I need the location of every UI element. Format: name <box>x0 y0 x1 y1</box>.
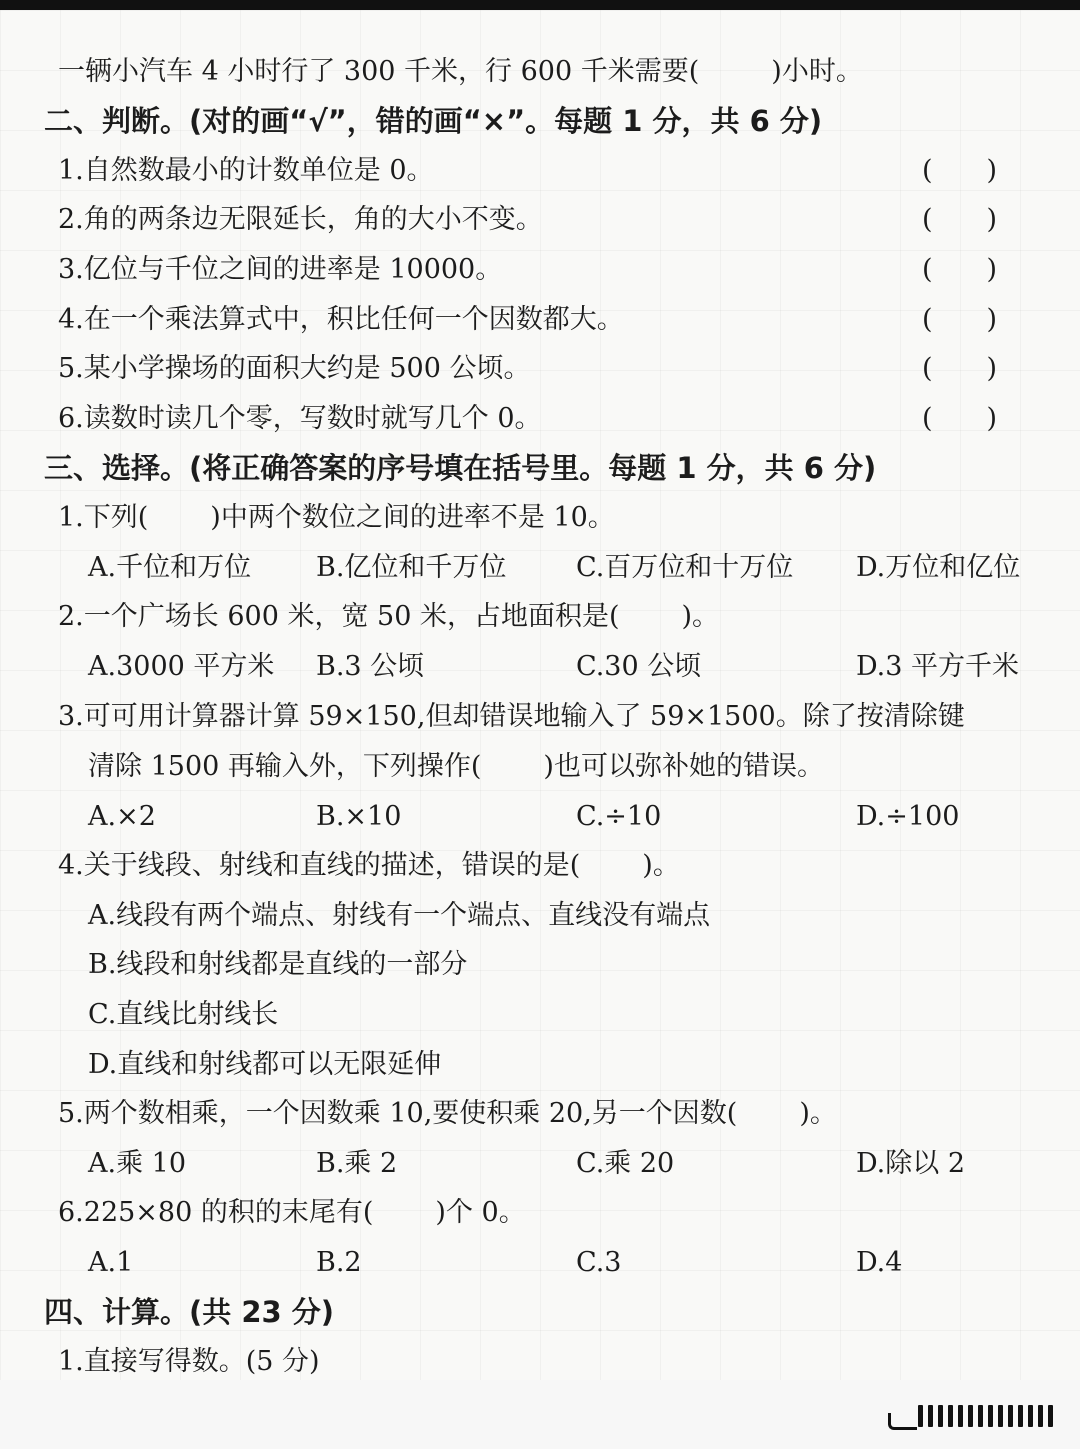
question-text-end: )。 <box>642 850 680 881</box>
option-d: D.除以 2 <box>856 1148 966 1179</box>
question-text-end: )小时。 <box>771 56 863 87</box>
answer-paren: ( ) <box>922 254 998 285</box>
option-a: A.×2 <box>88 801 156 832</box>
option-c: C.3 <box>576 1247 622 1278</box>
option-c: C.直线比射线长 <box>88 999 279 1030</box>
option-b: B.2 <box>316 1247 362 1278</box>
option-a: A.乘 10 <box>88 1148 187 1179</box>
answer-paren: ( ) <box>922 304 998 335</box>
option-d: D.万位和亿位 <box>856 552 1021 583</box>
question-text: 1.下列( <box>58 502 149 533</box>
question-text-end: )。 <box>799 1098 837 1129</box>
watermark-icon <box>888 1405 1058 1427</box>
choice-question-6 <box>58 1196 526 1230</box>
choice-question-4 <box>58 849 680 883</box>
question-text-end: )。 <box>681 601 720 632</box>
question-text: 6.225×80 的积的末尾有( <box>58 1197 374 1228</box>
question-text-end: )个 0。 <box>435 1197 526 1228</box>
judge-item-4: 4.在一个乘法算式中，积比任何一个因数都大。 <box>58 304 624 335</box>
answer-paren: ( ) <box>922 204 998 235</box>
question-text: 2.一个广场长 600 米，宽 50 米，占地面积是( <box>58 601 620 632</box>
top-bar <box>0 0 1080 10</box>
question-text: 4.关于线段、射线和直线的描述，错误的是( <box>58 850 581 881</box>
option-a: A.1 <box>88 1247 134 1278</box>
option-c: C.乘 20 <box>576 1148 675 1179</box>
choice-question-3-line-2 <box>88 750 824 784</box>
answer-paren: ( ) <box>922 353 998 384</box>
option-b: B.3 公顷 <box>316 651 425 682</box>
exam-page <box>0 10 1080 1380</box>
choice-question-5 <box>58 1097 837 1131</box>
section-4-heading: 四、计算。(共 23 分) <box>44 1295 335 1329</box>
judge-item-1: 1.自然数最小的计数单位是 0。 <box>58 155 434 186</box>
choice-question-2 <box>58 600 719 634</box>
option-d: D.4 <box>856 1247 903 1278</box>
question-text-end: )也可以弥补她的错误。 <box>543 751 824 782</box>
option-b: B.线段和射线都是直线的一部分 <box>88 949 468 980</box>
question-text-end: )中两个数位之间的进率不是 10。 <box>210 502 615 533</box>
choice-question-3-line-1: 3.可可用计算器计算 59×150,但却错误地输入了 59×1500。除了按清除键 <box>58 701 965 732</box>
option-c: C.百万位和十万位 <box>576 552 794 583</box>
answer-paren: ( ) <box>922 403 998 434</box>
option-c: C.30 公顷 <box>576 651 702 682</box>
option-b: B.乘 2 <box>316 1148 398 1179</box>
answer-paren: ( ) <box>922 155 998 186</box>
question-text: 5.两个数相乘，一个因数乘 10,要使积乘 20,另一个因数( <box>58 1098 738 1129</box>
judge-item-2: 2.角的两条边无限延长，角的大小不变。 <box>58 204 543 235</box>
section-2-heading: 二、判断。(对的画“√”，错的画“×”。每题 1 分，共 6 分) <box>44 104 823 138</box>
option-c: C.÷10 <box>576 801 662 832</box>
question-text: 清除 1500 再输入外，下列操作( <box>88 751 482 782</box>
option-d: D.3 平方千米 <box>856 651 1020 682</box>
question-text: 一辆小汽车 4 小时行了 300 千米，行 600 千米需要( <box>58 56 700 87</box>
option-b: B.×10 <box>316 801 402 832</box>
option-a: A.3000 平方米 <box>88 651 275 682</box>
option-b: B.亿位和千万位 <box>316 552 507 583</box>
option-a: A.千位和万位 <box>88 552 252 583</box>
option-d: D.直线和射线都可以无限延伸 <box>88 1049 442 1080</box>
section-3-heading: 三、选择。(将正确答案的序号填在括号里。每题 1 分，共 6 分) <box>44 451 877 485</box>
option-a: A.线段有两个端点、射线有一个端点、直线没有端点 <box>88 900 711 931</box>
calc-item-1: 1.直接写得数。(5 分) <box>58 1346 320 1377</box>
carry-over-question <box>58 55 863 89</box>
judge-item-6: 6.读数时读几个零，写数时就写几个 0。 <box>58 403 542 434</box>
judge-item-5: 5.某小学操场的面积大约是 500 公顷。 <box>58 353 531 384</box>
option-d: D.÷100 <box>856 801 960 832</box>
choice-question-1 <box>58 501 615 535</box>
judge-item-3: 3.亿位与千位之间的进率是 10000。 <box>58 254 503 285</box>
